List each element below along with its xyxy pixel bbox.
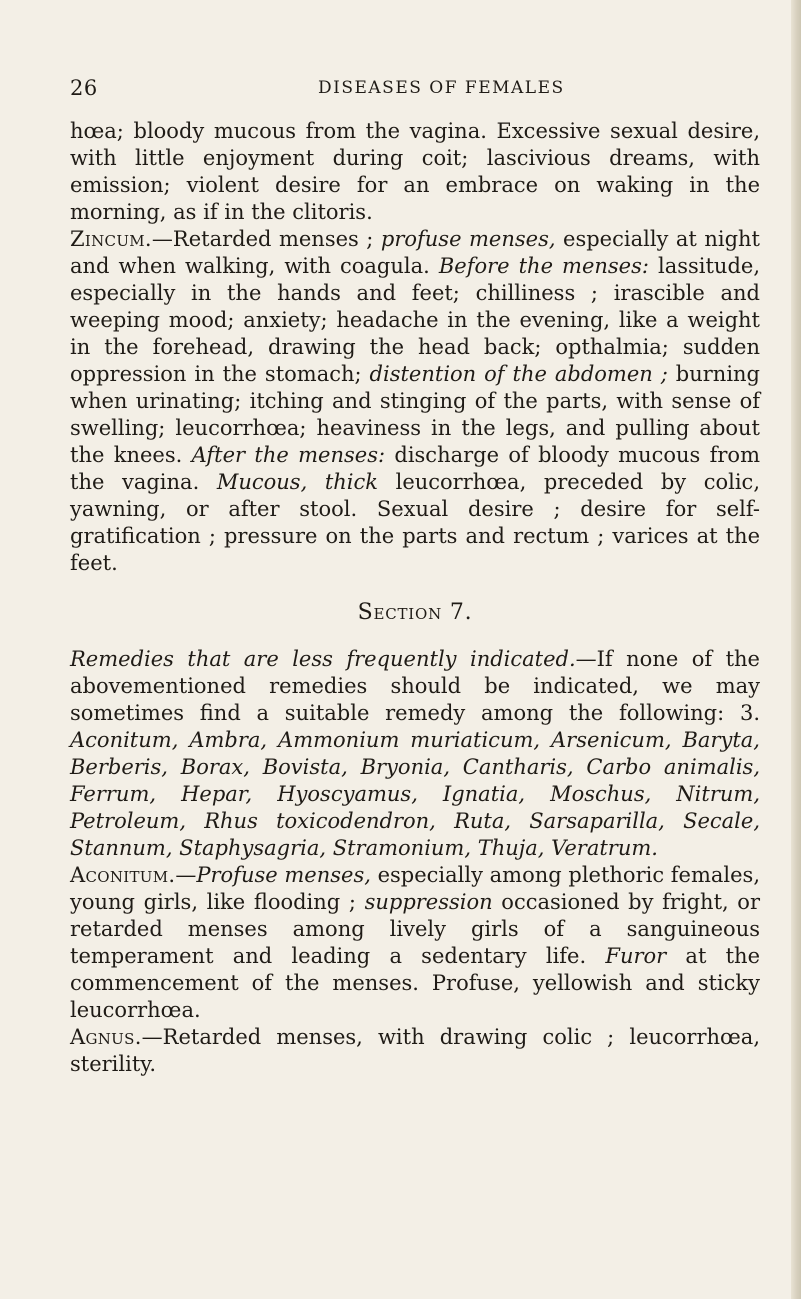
paragraph-continuation: hœa; bloody mucous from the vagina. Excessive sexual desire, with little enjoyment during coit; lascivious dreams, with emission; violent desire for an embrace on waking in the morning, as if in the clitoris. bbox=[70, 119, 760, 224]
body-text bbox=[70, 118, 760, 1078]
text-span: discharge of bloody mucous from the vagina. bbox=[70, 443, 760, 494]
section-heading: Section 7. bbox=[357, 600, 473, 625]
italic-span: Profuse menses, bbox=[196, 863, 371, 887]
italic-span: profuse menses, bbox=[380, 227, 556, 251]
text-span: leucorrhœa, preceded by colic, yawning, or after stool. Sexual desire ; desire for self-gratification ; pressure on the parts and rectum ; varices at the feet. bbox=[70, 470, 760, 575]
italic-span: Mucous, thick bbox=[216, 470, 379, 494]
text-span: occasioned by fright, or retarded menses among lively girls of a sanguineous temperament and leading a sedentary life. bbox=[70, 890, 760, 968]
remedy-name-aconitum: Aconitum. bbox=[70, 863, 176, 887]
italic-span: Remedies that are less frequently indicated. bbox=[70, 647, 576, 671]
italic-span: Furor bbox=[605, 944, 667, 968]
text-span: —Retarded menses ; bbox=[151, 227, 381, 251]
text-span: —Retarded menses, with drawing colic ; leucorrhœa, sterility. bbox=[70, 1025, 760, 1076]
text-span: at the commencement of the menses. Profuse, yellowish and sticky leucorrhœa. bbox=[70, 944, 761, 1022]
page-number: 26 bbox=[70, 76, 98, 100]
italic-span: distention of the abdomen ; bbox=[369, 362, 668, 386]
page-edge bbox=[791, 0, 801, 1299]
remedy-name-agnus: Agnus. bbox=[70, 1025, 142, 1049]
paragraph-aconitum bbox=[70, 862, 760, 1024]
paragraph-remedies bbox=[70, 646, 760, 862]
remedy-list: Aconitum, Ambra, Ammonium muriaticum, Arsenicum, Baryta, Berberis, Borax, Bovista, Bryonia, Cantharis, Carbo animalis, Ferrum, Hepar, Hyoscyamus, Ignatia, Moschus, Nitrum, Petroleum, Rhus toxicodendron, Ruta, Sarsaparilla, Secale, Stannum, Staphysagria, Stramonium, Thuja, Veratrum. bbox=[70, 728, 760, 860]
italic-span: After the menses: bbox=[191, 443, 386, 467]
text-span: especially among plethoric females, young girls, like flooding ; bbox=[70, 863, 760, 914]
page-header bbox=[70, 76, 760, 100]
paragraph-zincum bbox=[70, 226, 760, 577]
text-span: burning when urinating; itching and stinging of the parts, with sense of swelling; leucorrhœa; heaviness in the legs, and pulling about the knees. bbox=[70, 362, 760, 467]
italic-span: suppression bbox=[364, 890, 493, 914]
running-head: DISEASES OF FEMALES bbox=[318, 78, 565, 98]
text-span: lassitude, especially in the hands and feet; chilliness ; irascible and weeping mood; anxiety; headache in the evening, like a weight in the forehead, drawing the head back; opthalmia; sudden oppression in the stomach; bbox=[70, 254, 760, 386]
text-span: —If none of the abovementioned remedies should be indicated, we may sometimes find a suitable remedy among the following: 3. bbox=[70, 647, 760, 725]
italic-span: Before the menses: bbox=[438, 254, 649, 278]
paragraph-agnus bbox=[70, 1024, 760, 1078]
text-span: — bbox=[175, 863, 197, 887]
remedy-name-zincum: Zincum. bbox=[70, 227, 152, 251]
text-span: especially at night and when walking, with coagula. bbox=[70, 227, 760, 278]
